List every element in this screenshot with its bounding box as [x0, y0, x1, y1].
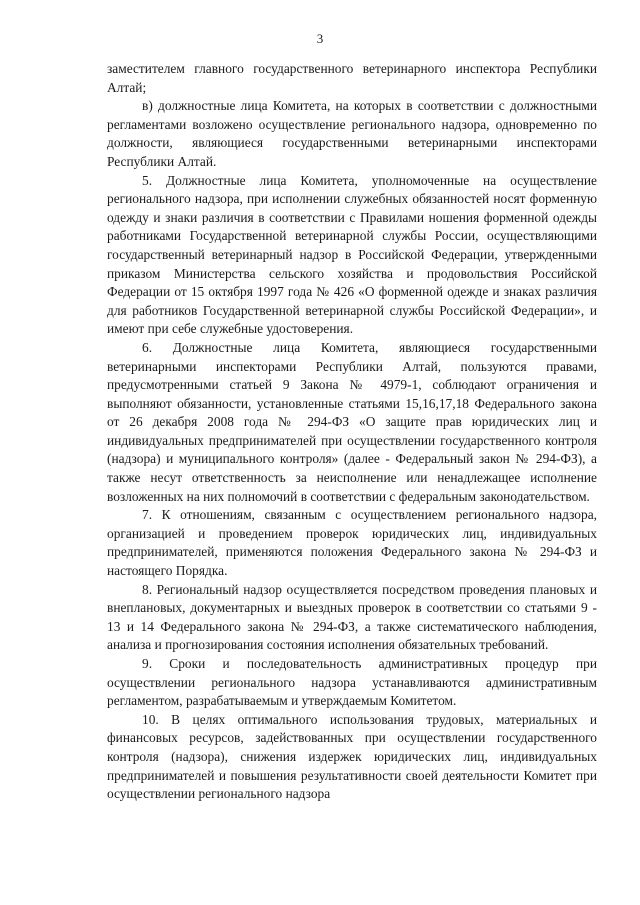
paragraph-7: 7. К отношениям, связанным с осуществлением регионального надзора, организацией и проведением проверок юридических лиц, индивидуальных предпринимателей, применяются положения Федерального закона № 294-ФЗ и настоящего Порядка. [107, 507, 597, 579]
paragraph-6: 6. Должностные лица Комитета, являющиеся государственными ветеринарными инспекторами Республики Алтай, пользуются правами, предусмотренными статьей 9 Закона № 4979-1, соблюдают ограничения и выполняют обязанности, установленные статьями 15,16,17,18 Федерального закона от 26 декабря 2008 года № 294-ФЗ «О защите прав юридических лиц и индивидуальных предпринимателей при осуществлении государственного контроля (надзора) и муниципального контроля» (далее - Федеральный закон № 294-ФЗ), а также несут ответственность за неисполнение или ненадлежащее исполнение возложенных на них полномочий в соответствии с федеральным законодательством. [107, 339, 597, 504]
paragraph-continuation: заместителем главного государственного ветеринарного инспектора Республики Алтай; [107, 61, 597, 95]
paragraph-subitem-v: в) должностные лица Комитета, на которых в соответствии с должностными регламентами возложено осуществление регионального надзора, одновременно по должности, являющиеся государственными ветеринарными инспекторами Республики Алтай. [107, 98, 597, 169]
paragraph-9: 9. Сроки и последовательность административных процедур при осуществлении регионального надзора устанавливаются административным регламентом, разрабатываемым и утверждаемым Комитетом. [107, 656, 597, 709]
document-body [107, 60, 597, 804]
paragraph-10: 10. В целях оптимального использования трудовых, материальных и финансовых ресурсов, задействованных при осуществлении государственного контроля (надзора), снижения издержек юридических лиц, индивидуальных предпринимателей и повышения результативности своей деятельности Комитет при осуществлении регионального надзора [107, 711, 597, 802]
page-number: 3 [316, 31, 324, 46]
paragraph-8: 8. Региональный надзор осуществляется посредством проведения плановых и внеплановых, документарных и выездных проверок в соответствии со статьями 9 - 13 и 14 Федерального закона № 294-ФЗ, а также систематического наблюдения, анализа и прогнозирования состояния исполнения обязательных требований. [107, 581, 597, 653]
paragraph-5: 5. Должностные лица Комитета, уполномоченные на осуществление регионального надзора, при исполнении служебных обязанностей носят форменную одежду и знаки различия в соответствии с Правилами ношения форменной одежды работниками Государственной ветеринарной службы России, осуществляющими государственный ветеринарный надзор в Российской Федерации, утвержденными приказом Министерства сельского хозяйства и продовольствия Российской Федерации от 15 октября 1997 года № 426 «О форменной одежде и знаках различия для работников Государственной ветеринарной службы Российской Федерации», и имеют при себе служебные удостоверения. [107, 172, 597, 337]
